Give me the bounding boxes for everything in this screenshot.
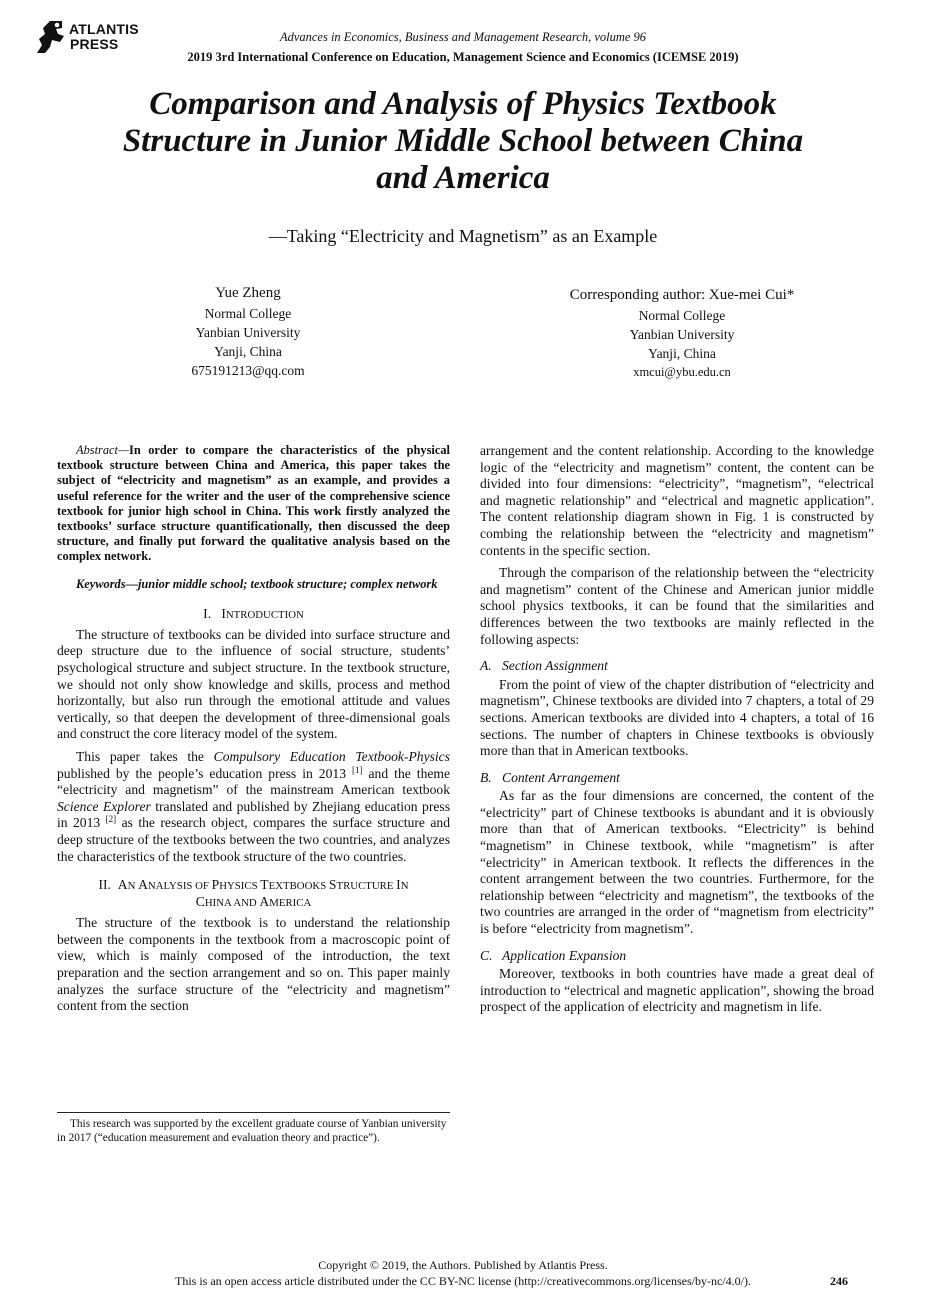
citation-1: [1]: [352, 764, 363, 775]
author-email: xmcui@ybu.edu.cn: [633, 365, 731, 379]
right-column: [480, 443, 874, 1016]
keywords: [57, 577, 450, 592]
footnote-divider: [57, 1112, 450, 1113]
logo-wordmark: ATLANTIS PRESS: [69, 21, 139, 52]
section-heading-introduction: I. INTRODUCTION: [203, 605, 304, 621]
author-city: Yanji, China: [214, 344, 282, 359]
author-university: Yanbian University: [629, 327, 735, 342]
conference-line: 2019 3rd International Conference on Education, Management Science and Economics (ICEMSE 2019): [187, 50, 739, 64]
author-block-1: [128, 283, 368, 380]
citation-2: [2]: [105, 814, 117, 825]
footnote: This research was supported by the excellent graduate course of Yanbian university in 2017 (“education measurement and evaluation theory and practice”).: [57, 1118, 447, 1144]
paper-subtitle: —Taking “Electricity and Magnetism” as an Example: [268, 226, 658, 246]
abstract-text: In order to compare the characteristics of the physical textbook structure between China and America, this paper takes the subject of “electricity and magnetism” as an example, and provides a useful reference for the writer and the user of the comprehensive science textbook for junior high school in China. This work firstly analyzed the textbooks’ surface structure quantificationally, then discussed the deep structure, and finally put forward the qualitative analysis based on the complex network.: [57, 443, 450, 564]
keywords-label: Keywords—: [76, 576, 138, 591]
left-column: [57, 443, 450, 1015]
author-dept: Normal College: [638, 308, 726, 323]
author-email: 675191213@qq.com: [191, 363, 305, 378]
analysis-paragraph-1: The structure of the textbook is to understand the relationship between the components in the textbook from a macroscopic point of view, which is mainly composed of the introduction, the text preparation and the section arrangement and so on. This paper mainly analyzes the surface structure of the “electricity and magnetism” content from the section: [57, 915, 450, 1014]
book-title-2: Science Explorer: [57, 798, 151, 814]
author-university: Yanbian University: [195, 325, 301, 340]
author-dept: Normal College: [204, 306, 292, 321]
subsection-b-text: As far as the four dimensions are concerned, the content of the “electricity” part of Chinese textbooks is abundant and it is obviously more than that of American textbooks. “Electricity” is behind “magnetism” in Chinese textbook, while “magnetism” is after “electricity” in American textbook. It reflects the differences in the content arrangement between the two countries. Furthermore, for the relationship between “electricity and magnetism”, the textbooks of the two countries are arranged in the order of “magnetism from electricity” is before “electricity from magnetism”.: [480, 788, 874, 937]
author-block-2: [530, 285, 834, 382]
book-title-1: Compulsory Education Textbook-Physics: [213, 748, 450, 764]
subsection-a-text: From the point of view of the chapter distribution of “electricity and magnetism”, Chinese textbooks are divided into 7 chapters, a total of 29 sections. American textbooks are divided into 4 chapters, a total of 16 sections. The number of chapters in Chinese textbooks is obviously more than that in American textbooks.: [480, 676, 874, 759]
copyright-line: Copyright © 2019, the Authors. Published by Atlantis Press.: [318, 1258, 608, 1272]
subsection-c-text: Moreover, textbooks in both countries have made a great deal of introduction to “electrical and magnetic application”, showing the broad prospect of the application of electricity and magnetism in life.: [480, 966, 874, 1015]
abstract-label: Abstract—: [76, 443, 130, 457]
journal-line: Advances in Economics, Business and Management Research, volume 96: [279, 30, 647, 44]
subsection-heading-a: A. Section Assignment: [480, 658, 608, 674]
section-heading-analysis: II. AN ANALYSIS OF PHYSICS TEXTBOOKS STRUCTURE IN CHINA AND AMERICA: [98, 877, 409, 910]
abstract: [57, 443, 450, 565]
analysis-paragraph-2: Through the comparison of the relationship between the “electricity and magnetism” content of the Chinese and American junior middle school physics textbooks, it can be found that the similarities and differences between the two textbooks are mainly reflected in the following aspects:: [480, 565, 874, 647]
subsection-heading-b: B. Content Arrangement: [480, 769, 620, 785]
author-name: Corresponding author: Xue-mei Cui*: [569, 287, 795, 303]
license-line: This is an open access article distributed under the CC BY-NC license (http://creativecommons.org/licenses/by-nc/4.0/).: [175, 1274, 751, 1288]
intro-paragraph-1: The structure of textbooks can be divided into surface structure and deep structure due to the influence of social structure, students’ psychological structure and subject structure. In the textbook structure, we should not only show knowledge and skills, process and method horizontally, but also run through the emotional attitude and values vertically, so that deepen the development of three-dimensional goals and construct the core literacy model of the system.: [57, 626, 450, 742]
intro-paragraph-2: This paper takes the Compulsory Education Textbook-Physics published by the people’s education press in 2013 [1] and the theme “electricity and magnetism” of the mainstream American textbook Science Explorer translated and published by Zhejiang education press in 2013 [2] as the research object, compares the surface structure and deep structure of the textbooks between the two countries, and analyzes the characteristics of the textbook structure of the two countries.: [57, 748, 451, 864]
analysis-paragraph-1-continued: arrangement and the content relationship. According to the knowledge logic of the “electricity and magnetism” content, the content can be divided into four dimensions: “electricity”, “magnetism”, “electrical and magnetic relationship” and “electrical and magnetic application”. The content relationship diagram shown in Fig. 1 is constructed by combing the relationship between the “electricity and magnetism” contents in the specific section.: [480, 443, 874, 558]
page-number: 246: [830, 1274, 848, 1288]
keywords-text: junior middle school; textbook structure; complex network: [137, 576, 438, 591]
paper-title: Comparison and Analysis of Physics Textbook Structure in Junior Middle School between China and America: [122, 86, 804, 196]
subsection-heading-c: C. Application Expansion: [480, 947, 627, 963]
author-city: Yanji, China: [648, 346, 716, 361]
author-name: Yue Zheng: [215, 285, 281, 301]
